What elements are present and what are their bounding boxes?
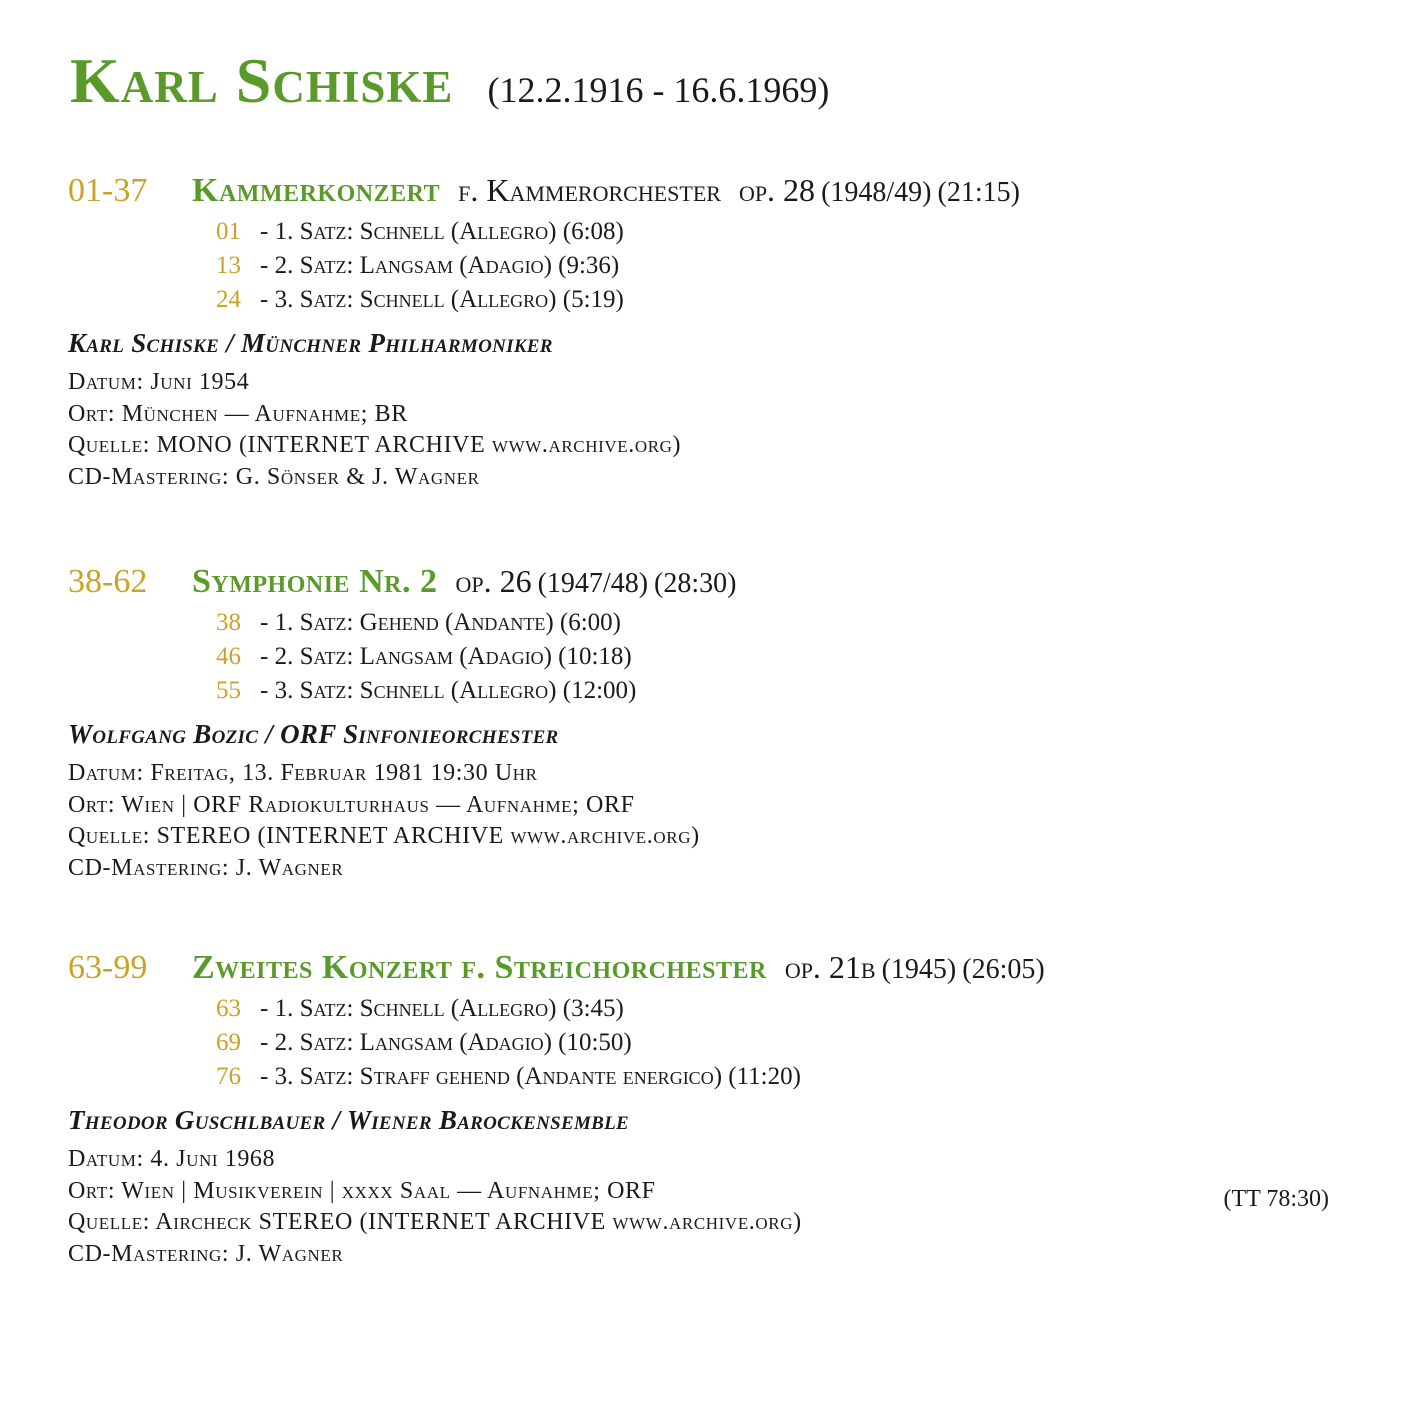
work-heading xyxy=(68,561,736,604)
movement-text: - 1. Satz: Gehend (Andante) (6:00) xyxy=(260,609,621,636)
work-year: (1948/49) xyxy=(821,177,932,208)
movement-text: - 1. Satz: Schnell (Allegro) (3:45) xyxy=(260,995,624,1022)
info-mastering: CD-Mastering: J. Wagner xyxy=(68,854,344,881)
info-location: Ort: München — Aufnahme; BR xyxy=(68,400,408,427)
info-source: Quelle: STEREO (INTERNET ARCHIVE www.archive.org) xyxy=(68,823,700,849)
movement-track: 01 xyxy=(216,218,241,245)
track-range: 63-99 xyxy=(68,949,148,986)
movement-list xyxy=(216,215,1020,317)
info-date: Datum: Juni 1954 xyxy=(68,369,250,395)
work-section xyxy=(68,947,1045,1270)
movement-text: - 2. Satz: Langsam (Adagio) (10:18) xyxy=(260,643,632,670)
movement-track: 63 xyxy=(216,995,241,1022)
performers: Karl Schiske / Münchner Philharmoniker xyxy=(68,328,553,358)
movement-text: - 2. Satz: Langsam (Adagio) (10:50) xyxy=(260,1029,632,1056)
work-year: (1947/48) xyxy=(537,568,649,599)
info-mastering: CD-Mastering: G. Sönser & J. Wagner xyxy=(68,463,480,490)
movement-list xyxy=(216,992,1045,1094)
info-date: Datum: Freitag, 13. Februar 1981 19:30 Uhr xyxy=(68,760,538,786)
movement-track: 46 xyxy=(216,643,241,670)
work-section xyxy=(68,561,736,884)
movement-item xyxy=(216,1060,1045,1094)
info-source: Quelle: MONO (INTERNET ARCHIVE www.archive.org) xyxy=(68,432,682,458)
info-location: Ort: Wien | Musikverein | xxxx Saal — Aufnahme; ORF xyxy=(68,1177,656,1204)
movement-text: - 1. Satz: Schnell (Allegro) (6:08) xyxy=(260,218,624,245)
movement-track: 76 xyxy=(216,1063,241,1090)
page-header xyxy=(70,44,829,118)
movement-text: - 3. Satz: Schnell (Allegro) (5:19) xyxy=(260,286,624,313)
movement-track: 38 xyxy=(216,609,241,636)
work-title: Symphonie Nr. 2 xyxy=(192,563,438,600)
movement-item xyxy=(216,606,736,640)
work-duration: (26:05) xyxy=(962,954,1045,985)
work-heading xyxy=(68,170,1020,213)
movement-item xyxy=(216,640,736,674)
movement-text: - 3. Satz: Straff gehend (Andante energico) (11:20) xyxy=(260,1063,801,1090)
movement-track: 13 xyxy=(216,252,241,279)
movement-track: 55 xyxy=(216,677,241,704)
info-mastering: CD-Mastering: J. Wagner xyxy=(68,1240,344,1267)
movement-item xyxy=(216,283,1020,317)
composer-name: Karl Schiske xyxy=(70,45,454,116)
performers: Wolfgang Bozic / ORF Sinfonieorchester xyxy=(68,719,559,749)
movement-item xyxy=(216,215,1020,249)
total-time: (TT 78:30) xyxy=(1223,1186,1329,1212)
track-range: 01-37 xyxy=(68,172,148,209)
movement-item xyxy=(216,1026,1045,1060)
work-heading xyxy=(68,947,1045,990)
track-range: 38-62 xyxy=(68,563,148,600)
work-duration: (28:30) xyxy=(654,568,737,599)
work-subtitle: f. Kammerorchester xyxy=(458,172,721,208)
work-opus: op. 21b xyxy=(784,949,876,985)
work-title: Kammerkonzert xyxy=(192,172,441,209)
movement-track: 24 xyxy=(216,286,241,313)
movement-text: - 2. Satz: Langsam (Adagio) (9:36) xyxy=(260,252,620,279)
info-source: Quelle: Aircheck STEREO (INTERNET ARCHIVE www.archive.org) xyxy=(68,1209,802,1235)
movement-track: 69 xyxy=(216,1029,241,1056)
movement-item xyxy=(216,249,1020,283)
info-date: Datum: 4. Juni 1968 xyxy=(68,1146,276,1172)
movement-item xyxy=(216,992,1045,1026)
recording-info xyxy=(68,367,1020,493)
work-opus: op. 28 xyxy=(738,172,816,208)
movement-text: - 3. Satz: Schnell (Allegro) (12:00) xyxy=(260,677,637,704)
performers: Theodor Guschlbauer / Wiener Barockensemble xyxy=(68,1105,629,1135)
composer-lifespan: (12.2.1916 - 16.6.1969) xyxy=(487,70,830,110)
work-year: (1945) xyxy=(881,954,957,985)
movement-item xyxy=(216,674,736,708)
recording-info xyxy=(68,758,736,884)
work-opus: op. 26 xyxy=(455,563,532,599)
movement-list xyxy=(216,606,736,708)
work-duration: (21:15) xyxy=(937,177,1020,208)
work-section xyxy=(68,170,1020,493)
work-title: Zweites Konzert f. Streichorchester xyxy=(192,949,767,986)
recording-info xyxy=(68,1144,1045,1270)
info-location: Ort: Wien | ORF Radiokulturhaus — Aufnahme; ORF xyxy=(68,791,635,818)
